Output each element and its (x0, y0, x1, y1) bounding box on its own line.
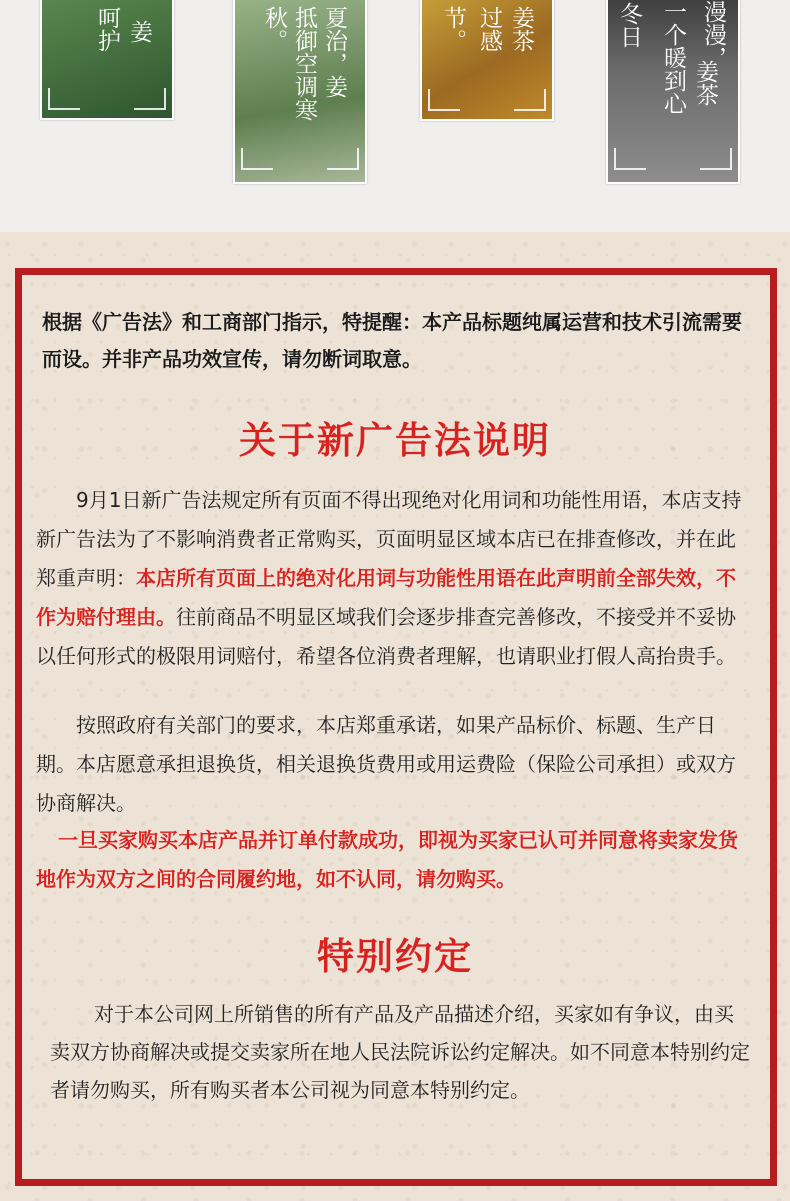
corner-ornament (241, 148, 273, 170)
card-text-2: 姜茶 (508, 6, 534, 52)
card-text-3: 姜茶 (692, 60, 718, 106)
paragraph-text: 按照政府有关部门的要求，本店郑重承诺，如果产品标价、标题、生产日期。本店愿意承担退换货，相关退换货费用或用运费险（保险公司承担）或双方协商解决。 (36, 713, 736, 815)
corner-ornament (614, 148, 646, 170)
highlight-statement: 本店所有页面上的绝对化用词与功能性用语在此声明前全部失效，不作为赔付理由。 (36, 566, 736, 629)
card-winter-warm (606, 0, 740, 184)
section-title-special-agreement: 特别约定 (317, 935, 473, 978)
card-text-1: 抵御空调寒 (291, 6, 317, 121)
card-text-2: 一个暖到心 (660, 0, 686, 115)
ad-law-paragraph-1 (36, 481, 752, 676)
card-winter-care (40, 0, 174, 120)
corner-ornament (428, 89, 460, 111)
ad-law-paragraph-2 (36, 706, 752, 823)
card-text-0: 冬日 (616, 2, 642, 48)
ad-law-paragraph-3 (36, 821, 752, 899)
card-text-1: 漫漫， (700, 0, 726, 69)
card-text-0: 夏治，姜 (321, 6, 347, 98)
card-autumn-care (420, 0, 554, 121)
special-agreement-paragraph (50, 995, 750, 1109)
card-text-0: 呵护 (94, 6, 120, 52)
corner-ornament (514, 89, 546, 111)
section-title-ad-law: 关于新广告法说明 (239, 419, 551, 462)
card-summer-care (233, 0, 367, 184)
corner-ornament (327, 148, 359, 170)
ad-law-notice: 根据《广告法》和工商部门指示，特提醒：本产品标题纯属运营和技术引流需要而设。并非产品功效宣传，请勿断词取意。 (42, 310, 742, 371)
corner-ornament (134, 88, 166, 110)
paragraph-text: 往前商品不明显区域我们会逐步排查完善修改，不接受并不妥协以任何形式的极限用词赔付，希望各位消费者理解，也请职业打假人高抬贵手。 (36, 605, 736, 668)
corner-ornament (48, 88, 80, 110)
card-text-1: 过感 (476, 6, 502, 52)
paragraph-text: 对于本公司网上所销售的所有产品及产品描述介绍，买家如有争议，由买卖双方协商解决或提交卖家所在地人民法院诉讼约定解决。如不同意本特别约定者请勿购买，所有购买者本公司视为同意本特别约定。 (50, 1002, 750, 1102)
contract-place-statement: 一旦买家购买本店产品并订单付款成功，即视为买家已认可并同意将卖家发货地作为双方之间的合同履约地，如不认同，请勿购买。 (36, 828, 738, 891)
card-text-2: 秋。 (261, 6, 287, 52)
corner-ornament (700, 148, 732, 170)
paragraph-text: 9月1日新广告法规定所有页面不得出现绝对化用词和功能性用语，本店支持新广告法为了不影响消费者正常购买，页面明显区域本店已在排查修改，并在此郑重声明： (36, 488, 742, 590)
product-banner-strip (0, 0, 790, 232)
card-text-0: 节。 (440, 6, 466, 52)
card-text-1: 姜 (126, 20, 152, 43)
